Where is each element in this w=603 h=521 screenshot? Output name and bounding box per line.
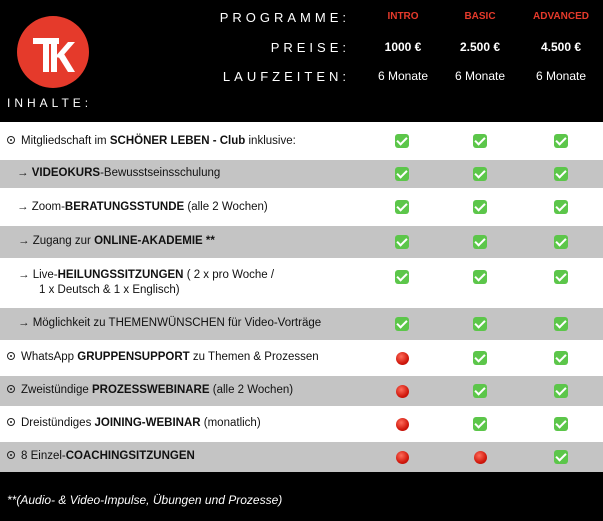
feature-suffix: ( 2 x pro Woche /: [183, 269, 275, 281]
feature-label: [17, 200, 268, 215]
feature-row: [0, 226, 603, 258]
check-icon: [473, 417, 487, 431]
footer: [0, 485, 603, 521]
feature-suffix: (monatlich): [200, 417, 261, 429]
preise-label: PREISE:: [270, 40, 350, 55]
check-icon: [473, 270, 487, 284]
features-table: [0, 122, 603, 472]
inhalte-label: INHALTE:: [7, 96, 93, 110]
feature-label: [17, 166, 220, 181]
feature-suffix: zu Themen & Prozessen: [189, 351, 319, 363]
feature-row: [0, 340, 603, 376]
feature-row: [0, 376, 603, 406]
feature-suffix: (alle 2 Wochen): [184, 201, 268, 213]
check-icon: [554, 317, 568, 331]
feature-row: [0, 406, 603, 442]
plan-intro-duration: 6 Monate: [377, 69, 429, 83]
feature-highlight: JOINING-WEBINAR: [94, 417, 201, 429]
feature-row: [0, 308, 603, 340]
feature-label: [7, 134, 296, 149]
check-icon: [395, 167, 409, 181]
feature-row: [0, 160, 603, 188]
check-icon: [395, 235, 409, 249]
feature-prefix: WhatsApp: [21, 351, 78, 363]
plan-advanced-duration: 6 Monate: [535, 69, 587, 83]
bullet-icon: [7, 136, 15, 144]
pricing-header: [0, 0, 603, 122]
feature-highlight: VIDEOKURS: [31, 167, 101, 179]
red-dot-icon: [396, 451, 409, 464]
bullet-icon: [7, 352, 15, 360]
check-icon: [554, 270, 568, 284]
feature-highlight: PROZESSWEBINARE: [91, 384, 210, 396]
plan-advanced-price: 4.500 €: [540, 40, 582, 54]
bullet-icon: [7, 418, 15, 426]
feature-prefix: → Zugang zur: [18, 235, 95, 247]
check-icon: [473, 317, 487, 331]
check-icon: [395, 317, 409, 331]
feature-suffix: (alle 2 Wochen): [209, 384, 294, 396]
plan-basic-name: BASIC: [464, 11, 496, 22]
feature-label: [18, 316, 321, 331]
feature-prefix: →: [17, 167, 32, 179]
feature-prefix: → Live-: [18, 269, 58, 281]
feature-label: [18, 234, 215, 249]
plan-intro-price: 1000 €: [384, 40, 422, 54]
feature-row: [0, 122, 603, 160]
check-icon: [473, 235, 487, 249]
feature-highlight: GRUPPENSUPPORT: [77, 351, 190, 363]
check-icon: [554, 450, 568, 464]
check-icon: [554, 235, 568, 249]
feature-suffix: inklusive:: [245, 135, 296, 147]
plan-basic-duration: 6 Monate: [454, 69, 506, 83]
check-icon: [395, 134, 409, 148]
feature-label: [7, 416, 261, 431]
red-dot-icon: [396, 385, 409, 398]
check-icon: [554, 351, 568, 365]
feature-label: [18, 268, 274, 298]
red-dot-icon: [396, 418, 409, 431]
feature-suffix: -Bewusstseinsschulung: [100, 167, 221, 179]
check-icon: [395, 270, 409, 284]
check-icon: [473, 200, 487, 214]
red-dot-icon: [396, 352, 409, 365]
feature-prefix: Zweistündige: [21, 384, 92, 396]
feature-highlight: COACHINGSITZUNGEN: [65, 450, 195, 462]
feature-prefix: 8 Einzel-: [21, 450, 66, 462]
feature-highlight: SCHÖNER LEBEN - Club: [109, 135, 246, 147]
check-icon: [473, 384, 487, 398]
bullet-icon: [7, 451, 15, 459]
feature-highlight: ONLINE-AKADEMIE **: [94, 235, 215, 247]
feature-prefix: Mitgliedschaft im: [21, 135, 110, 147]
red-dot-icon: [474, 451, 487, 464]
feature-prefix: Dreistündiges: [21, 417, 95, 429]
check-icon: [554, 134, 568, 148]
feature-row: [0, 258, 603, 308]
check-icon: [554, 384, 568, 398]
feature-row: [0, 188, 603, 226]
programme-label: PROGRAMME:: [219, 10, 350, 25]
feature-highlight: HEILUNGSSITZUNGEN: [57, 269, 184, 281]
feature-label: [7, 449, 195, 464]
feature-line2: 1 x Deutsch & 1 x Englisch): [39, 284, 180, 296]
feature-prefix: → Möglichkeit zu THEMENWÜNSCHEN für Video-Vorträge: [18, 317, 322, 329]
check-icon: [554, 417, 568, 431]
footnote: **(Audio- & Video-Impulse, Übungen und Prozesse): [7, 493, 283, 507]
feature-label: [7, 383, 293, 398]
check-icon: [473, 134, 487, 148]
check-icon: [554, 167, 568, 181]
bullet-icon: [7, 385, 15, 393]
laufzeiten-label: LAUFZEITEN:: [222, 69, 350, 84]
check-icon: [473, 351, 487, 365]
check-icon: [395, 200, 409, 214]
feature-prefix: → Zoom-: [17, 201, 65, 213]
feature-row: [0, 442, 603, 472]
feature-label: [7, 350, 319, 365]
plan-basic-price: 2.500 €: [459, 40, 501, 54]
plan-intro-name: INTRO: [387, 11, 419, 22]
plan-advanced-name: ADVANCED: [533, 11, 589, 22]
feature-highlight: BERATUNGSSTUNDE: [64, 201, 185, 213]
check-icon: [473, 167, 487, 181]
check-icon: [554, 200, 568, 214]
